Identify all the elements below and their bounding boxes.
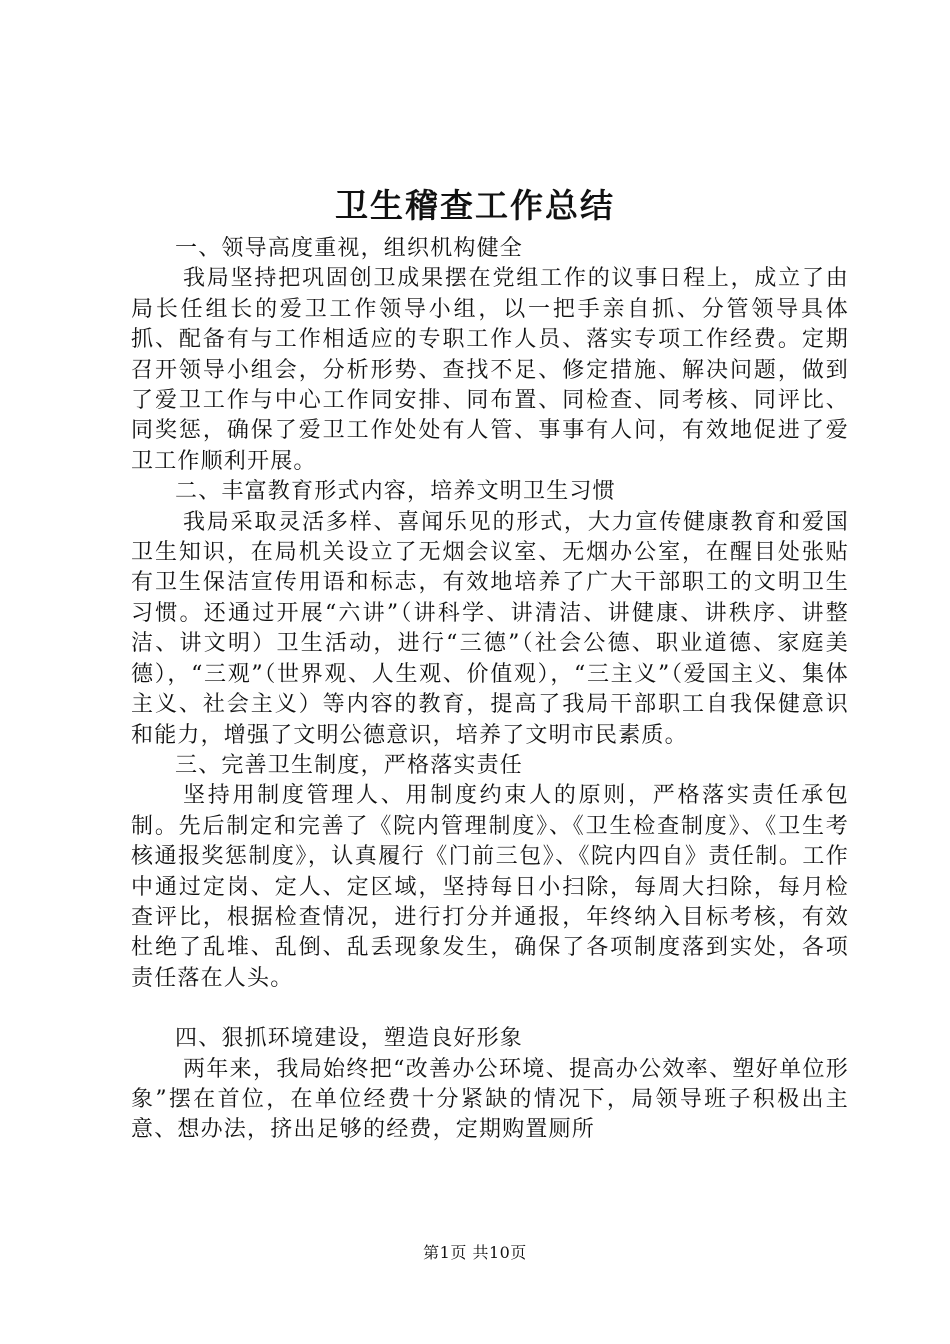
section-paragraph: 我局采取灵活多样、喜闻乐见的形式，大力宣传健康教育和爱国卫生知识，在局机关设立了无烟会议室、无烟办公室，在醒目处张贴有卫生保洁宣传用语和标志，有效地培养了广大干部职工的文明卫生习惯。还通过开展“六讲”（讲科学、讲清洁、讲健康、讲秩序、讲整洁、讲文明）卫生活动，进行“三德”（社会公德、职业道德、家庭美德），“三观”（世界观、人生观、价值观），“三主义”（爱国主义、集体主义、社会主义）等内容的教育，提高了我局干部职工自我保健意识和能力，增强了文明公德意识，培养了文明市民素质。 xyxy=(131,509,849,748)
paragraph-spacer xyxy=(131,994,849,1024)
section-heading: 二、丰富教育形式内容，培养文明卫生习惯 xyxy=(175,479,616,505)
section-paragraph: 我局坚持把巩固创卫成果摆在党组工作的议事日程上，成立了由局长任组长的爱卫工作领导小组，以一把手亲自抓、分管领导具体抓、配备有与工作相适应的专职工作人员、落实专项工作经费。定期召开领导小组会，分析形势、查找不足、修定措施、解决问题，做到了爱卫工作与中心工作同安排、同布置、同检查、同考核、同评比、同奖惩，确保了爱卫工作处处有人管、事事有人问，有效地促进了爱卫工作顺利开展。 xyxy=(131,266,849,474)
section-heading: 三、完善卫生制度，严格落实责任 xyxy=(175,752,524,778)
section-paragraph: 坚持用制度管理人、用制度约束人的原则，严格落实责任承包制。先后制定和完善了《院内管理制度》、《卫生检查制度》、《卫生考核通报奖惩制度》，认真履行《门前三包》、《院内四自》责任制。工作中通过定岗、定人、定区域，坚持每日小扫除，每周大扫除，每月检查评比，根据检查情况，进行打分并通报，年终纳入目标考核，有效杜绝了乱堆、乱倒、乱丢现象发生，确保了各项制度落到实处，各项责任落在人头。 xyxy=(131,783,849,991)
page-footer: 第1页 共10页 xyxy=(423,1243,527,1262)
section-heading: 四、狠抓环境建设，塑造良好形象 xyxy=(175,1026,524,1052)
section-paragraph: 两年来，我局始终把“改善办公环境、提高办公效率、塑好单位形象”摆在首位，在单位经费十分紧缺的情况下，局领导班子积极出主意、想办法，挤出足够的经费，定期购置厕所 xyxy=(131,1056,849,1143)
document-body xyxy=(131,234,849,1146)
section-heading: 一、领导高度重视，组织机构健全 xyxy=(175,236,524,261)
page-title: 卫生稽查工作总结 xyxy=(335,186,615,225)
